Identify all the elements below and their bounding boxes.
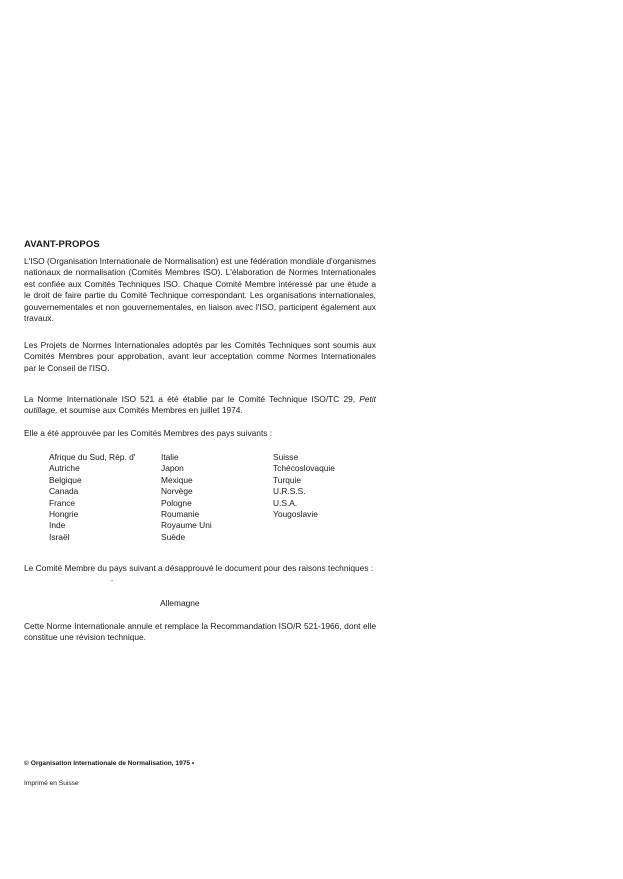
country-item: Suisse (273, 452, 299, 462)
paragraph-disapproval: Le Comité Membre du pays suivant a désapprouvé le document pour des raisons techniques : (24, 563, 374, 573)
country-item: Royaume Uni (161, 520, 212, 531)
printed-in: Imprimé en Suisse (24, 780, 79, 787)
country-item: Autriche (49, 463, 80, 474)
paragraph-draft-standards: Les Projets de Normes Internationales adoptés par les Comités Techniques sont soumis aux Comités Membres pour approbation, avant leur acceptation comme Normes Internationales par le Conseil de l'ISO. (24, 340, 376, 373)
stray-mark: - (111, 578, 114, 585)
country-item: Belgique (49, 474, 82, 485)
country-item: Canada (49, 486, 79, 497)
country-item: U.S.A. (273, 497, 298, 508)
country-item: Afrique du Sud, Rép. d' (49, 452, 136, 462)
country-item: Norvège (161, 486, 193, 497)
country-item: Mexique (161, 474, 193, 485)
country-item: Roumanie (161, 509, 200, 520)
copyright-notice: © Organisation Internationale de Normalisation, 1975 • (24, 760, 195, 767)
disapproving-country: Allemagne (160, 598, 200, 608)
country-item: Inde (49, 520, 66, 531)
country-item: Suède (161, 531, 186, 542)
country-item: Japon (161, 463, 184, 474)
country-item: France (49, 497, 76, 508)
paragraph-approval-intro: Elle a été approuvée par les Comités Membres des pays suivants : (24, 428, 273, 438)
country-column-3 (273, 452, 335, 520)
committee-title: Petit outillage, (24, 394, 376, 416)
paragraph-iso-intro: L'ISO (Organisation Internationale de Normalisation) est une fédération mondiale d'organismes nationaux de normalisation (Comités Membres ISO). L'élaboration de Normes Internationales est confiée aux Comités Techniques ISO. Chaque Comité Membre intéressé par une étude a le droit de faire partie du Comité Technique correspondant. Les organisations internationales, gouvernementales et non gouvernementales, en liaison avec l'ISO, participent également aux travaux. (24, 256, 376, 324)
paragraph-standard-origin (24, 394, 376, 417)
country-item: Israël (49, 531, 70, 542)
country-item: U.R.S.S. (273, 486, 306, 497)
country-column-1 (49, 452, 135, 543)
country-item: Tchécoslovaquie (273, 463, 335, 474)
section-heading: AVANT-PROPOS (24, 239, 100, 250)
country-item: Turquie (273, 474, 302, 485)
country-item: Yougoslavie (273, 509, 318, 520)
country-item: Hongrie (49, 509, 79, 520)
country-column-2 (161, 452, 212, 543)
paragraph-standard-origin-part1: La Norme Internationale ISO 521 a été établie par le Comité Technique ISO/TC 29, (24, 394, 356, 404)
country-item: Italie (161, 452, 179, 462)
paragraph-standard-origin-part2: et soumise aux Comités Membres en juillet 1974. (59, 405, 243, 416)
country-item: Pologne (161, 497, 192, 508)
paragraph-supersedes: Cette Norme Internationale annule et remplace la Recommandation ISO/R 521-1966, dont elle constitue une révision technique. (24, 621, 376, 643)
